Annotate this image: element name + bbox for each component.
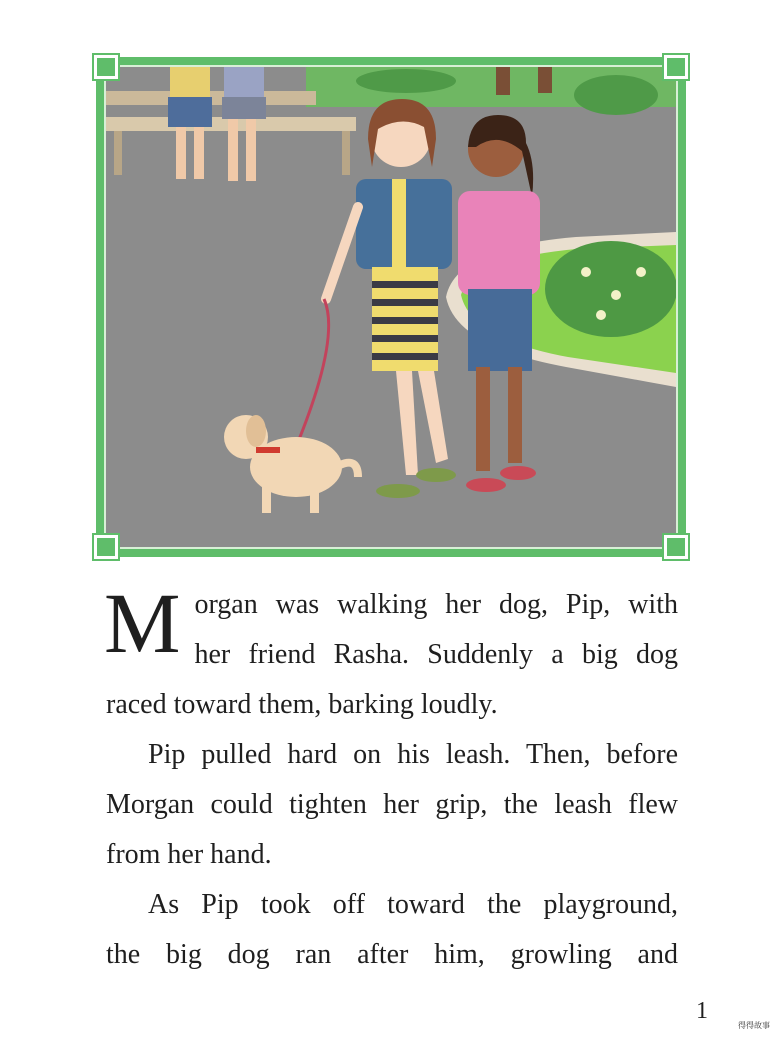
morgan-shoe: [416, 468, 456, 482]
rasha-shoe: [500, 466, 536, 480]
watermark: 得得故事: [738, 1021, 770, 1030]
person-leg: [194, 127, 204, 179]
tree-trunk: [538, 67, 552, 93]
text-line: organ was walking her dog, Pip, with: [194, 589, 678, 620]
person-shirt: [224, 67, 264, 97]
text-line: the big dog ran after him, growling and: [106, 939, 678, 970]
flower-icon: [611, 290, 621, 300]
text-line: As Pip took off toward the playground,: [148, 889, 678, 920]
paragraph-1: [104, 575, 678, 680]
frame-corner: [664, 55, 688, 79]
drop-cap: M: [104, 575, 181, 671]
bush-icon: [356, 69, 456, 93]
tree-trunk: [496, 67, 510, 95]
illustration: [104, 65, 678, 549]
skirt-stripe: [372, 353, 438, 360]
text-line: Morgan could tighten her grip, the leash flew: [106, 789, 678, 820]
morgan-shirt: [392, 179, 406, 279]
pip-leg: [310, 487, 319, 513]
text-line: her friend Rasha. Suddenly a big dog: [194, 639, 678, 670]
rasha-leg: [476, 367, 490, 471]
morgan-shoe: [376, 484, 420, 498]
person-skirt: [168, 97, 212, 127]
park-walk-illustration: [106, 67, 676, 547]
bench-leg: [114, 131, 122, 175]
rasha-shirt: [458, 191, 540, 295]
story-text: [104, 575, 678, 980]
paragraph-2-end: [106, 830, 678, 880]
skirt-stripe: [372, 299, 438, 306]
pip-collar: [256, 447, 280, 453]
page-number: 1: [696, 998, 708, 1024]
bench-leg: [342, 131, 350, 175]
rasha-pants: [468, 289, 532, 371]
bush-icon: [545, 241, 676, 337]
text-line: raced toward them, barking loudly.: [106, 689, 498, 720]
rasha-leg: [508, 367, 522, 463]
frame-corner: [664, 535, 688, 559]
paragraph-3: [106, 880, 678, 980]
person-leg: [176, 127, 186, 179]
text-line: from her hand.: [106, 839, 272, 870]
skirt-stripe: [372, 335, 438, 342]
flower-icon: [581, 267, 591, 277]
person-shorts: [222, 97, 266, 119]
pip-dog-ear: [246, 415, 266, 447]
paragraph-1-end: [106, 680, 678, 730]
bush-icon: [574, 75, 658, 115]
person-leg: [246, 119, 256, 181]
text-line: Pip pulled hard on his leash. Then, before: [148, 739, 678, 770]
pip-leg: [262, 487, 271, 513]
rasha-shoe: [466, 478, 506, 492]
skirt-stripe: [372, 317, 438, 324]
person-leg: [228, 119, 238, 181]
person-shirt: [170, 67, 210, 97]
frame-corner: [94, 55, 118, 79]
paragraph-2: [106, 730, 678, 830]
skirt-stripe: [372, 281, 438, 288]
illustration-frame: [96, 57, 686, 557]
frame-corner: [94, 535, 118, 559]
flower-icon: [636, 267, 646, 277]
flower-icon: [596, 310, 606, 320]
